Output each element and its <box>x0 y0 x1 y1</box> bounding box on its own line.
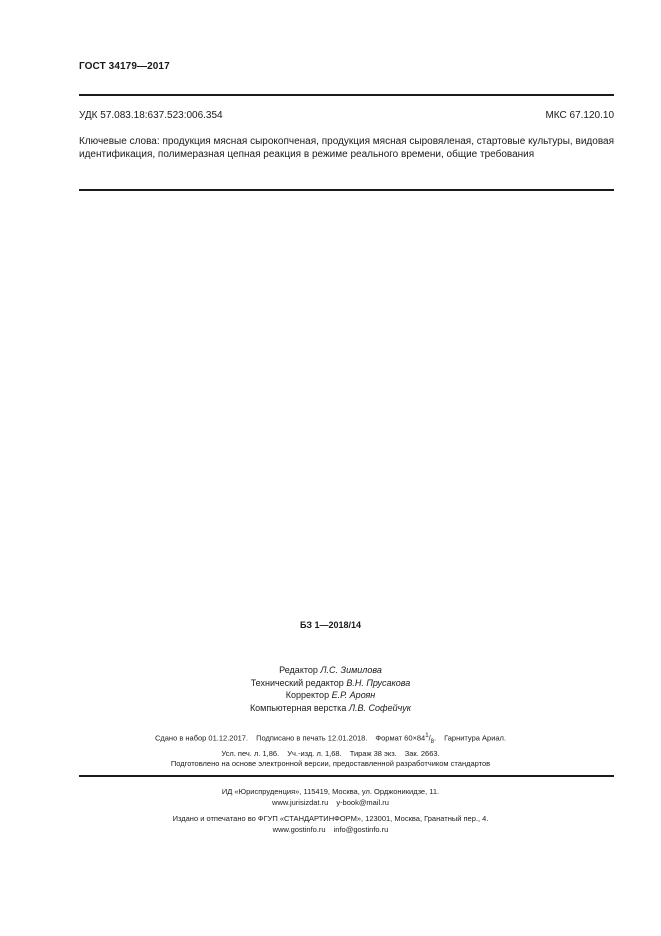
layout-line: Компьютерная верстка Л.В. Софейчук <box>249 702 412 713</box>
bz-number: БЗ 1—2018/14 <box>299 620 362 630</box>
footer-rule <box>79 775 614 777</box>
prepared-note: Подготовлено на основе электронной версии, предоставленной разработчиком стандартов <box>170 759 491 768</box>
printer-line: Издано и отпечатано во ФГУП «СТАНДАРТИНФОРМ», 123001, Москва, Гранатный пер., 4. <box>172 814 489 823</box>
printer-site-link[interactable]: www.gostinfo.ru <box>272 825 326 834</box>
printer-email-link[interactable]: info@gostinfo.ru <box>333 825 389 834</box>
print-info <box>0 730 661 760</box>
document-code: ГОСТ 34179—2017 <box>79 61 170 72</box>
publisher-block <box>0 786 661 808</box>
corrector-line: Корректор Е.Р. Ароян <box>285 690 376 700</box>
corrector-name: Е.Р. Ароян <box>331 690 376 700</box>
print-info-line-1: Сдано в набор 01.12.2017. Подписано в печать 12.01.2018. Формат $60\times 84^1/_8$. Гарнитура Ариал. <box>154 733 507 745</box>
editor-name: Л.С. Зимилова <box>320 665 382 675</box>
layout-name: Л.В. Софейчук <box>348 702 412 713</box>
header-rule <box>79 94 614 96</box>
editor-line: Редактор Л.С. Зимилова <box>279 665 382 675</box>
printer-block <box>0 813 661 835</box>
keywords-rule <box>79 189 614 191</box>
mks-code: МКС 67.120.10 <box>545 110 614 121</box>
publisher-line: ИД «Юриспруденция», 115419, Москва, ул. Орджоникидзе, 11. <box>221 787 440 796</box>
publisher-contacts <box>0 797 661 808</box>
udk-code: УДК 57.083.18:637.523:006.354 <box>79 110 223 121</box>
publisher-site-link[interactable]: www.jurisizdat.ru <box>272 798 329 807</box>
publisher-email-link[interactable]: y-book@mail.ru <box>336 798 389 807</box>
tech-editor-name: В.Н. Прусакова <box>346 677 411 688</box>
print-info-line-2: Усл. печ. л. 1,86. Уч.-изд. л. 1,68. Тираж 38 экз. Зак. 2663. <box>221 749 440 758</box>
credits-block <box>0 664 661 714</box>
tech-editor-line: Технический редактор В.Н. Прусакова <box>250 677 411 688</box>
printer-contacts <box>0 824 661 835</box>
keywords-paragraph: Ключевые слова: продукция мясная сырокопченая, продукция мясная сыровяленая, стартовые культуры, видовая идентификация, полимеразная цепная реакция в режиме реального времени, общие требования <box>79 136 614 160</box>
